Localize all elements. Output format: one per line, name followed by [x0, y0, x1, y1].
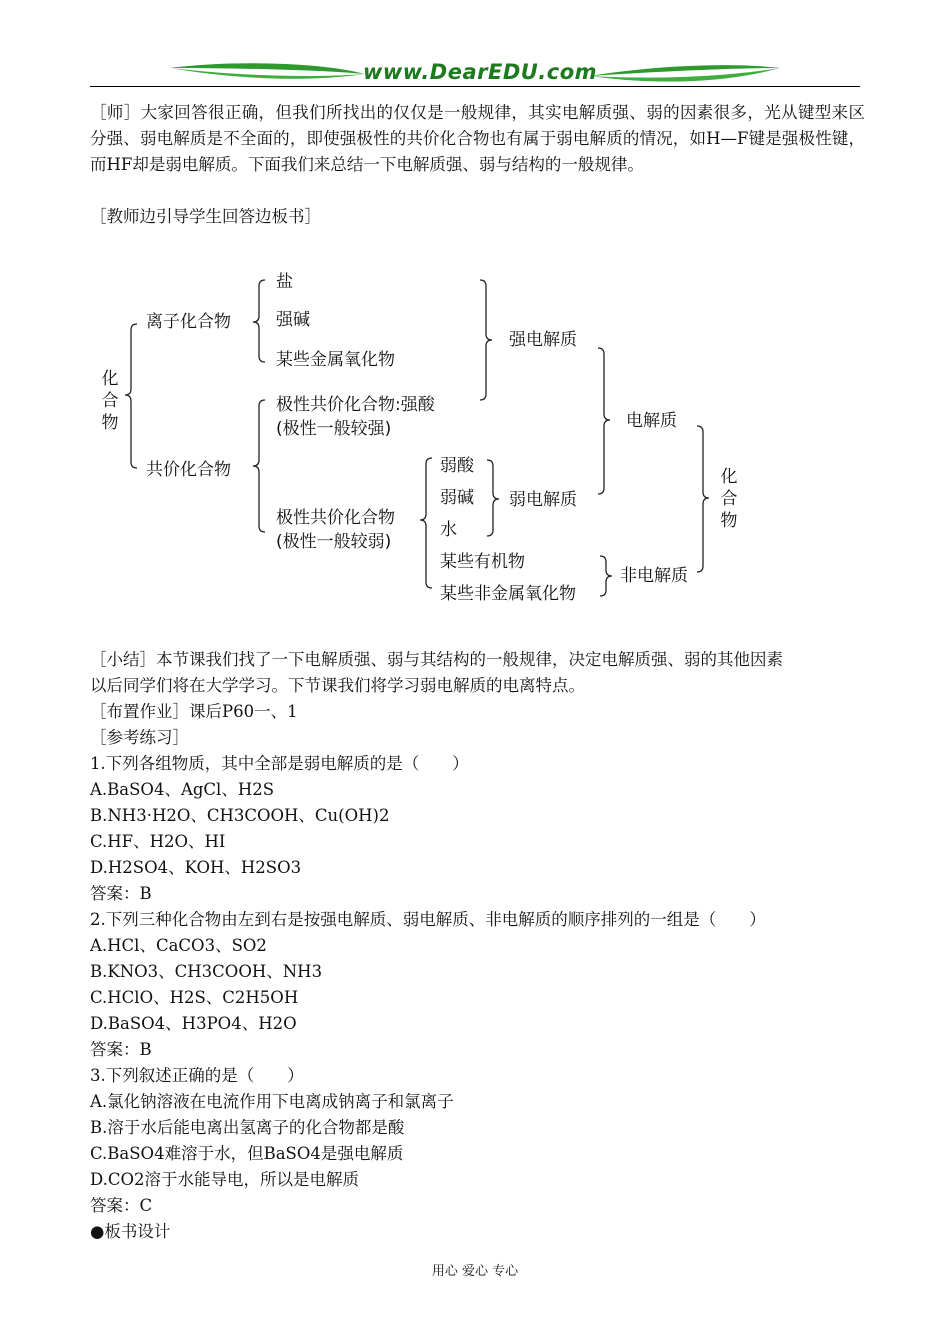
polar-weak-note: (极性一般较弱): [276, 532, 392, 552]
summary-line-2: 以后同学们将在大学学习。下节课我们将学习弱电解质的电离特点。: [90, 676, 585, 695]
question-2-option-c: C.HClO、H2S、C2H5OH: [90, 988, 299, 1007]
diagram-braces: [0, 250, 950, 630]
strong-base-label: 强碱: [276, 310, 310, 330]
homework-line: ［布置作业］课后P60一、1: [90, 702, 298, 721]
question-3-option-c: C.BaSO4难溶于水，但BaSO4是强电解质: [90, 1144, 404, 1163]
right-compound-label: 化合物: [720, 467, 738, 531]
question-1-option-a: A.BaSO4、AgCl、H2S: [90, 780, 275, 799]
question-2-answer: 答案：B: [90, 1040, 152, 1059]
practice-heading: ［参考练习］: [90, 728, 189, 747]
covalent-compound-label: 共价化合物: [146, 460, 231, 480]
water-label: 水: [440, 520, 457, 540]
question-1-answer: 答案：B: [90, 884, 152, 903]
question-2-option-b: B.KNO3、CH3COOH、NH3: [90, 962, 323, 981]
question-3-option-b: B.溶于水后能电离出氢离子的化合物都是酸: [90, 1118, 405, 1137]
question-1-option-d: D.H2SO4、KOH、H2SO3: [90, 858, 302, 877]
question-1-option-b: B.NH3·H2O、CH3COOH、Cu(OH)2: [90, 806, 390, 825]
question-3-stem: 3.下列叙述正确的是（ ）: [90, 1066, 304, 1085]
page-footer: 用心 爱心 专心: [431, 1264, 519, 1279]
intro-paragraph: ［师］大家回答很正确，但我们所找出的仅仅是一般规律，其实电解质强、弱的因素很多，光从键型来区分强、弱电解质是不全面的，即使强极性的共价化合物也有属于弱电解质的情况，如H—F键是强极性键，而HF却是弱电解质。下面我们来总结一下电解质强、弱与结构的一般规律。: [90, 103, 865, 174]
non-electrolyte-label: 非电解质: [620, 566, 688, 586]
polar-weak-label: 极性共价化合物: [276, 508, 395, 528]
board-note: ［教师边引导学生回答边板书］: [90, 207, 321, 226]
question-1-option-c: C.HF、H2O、HI: [90, 832, 226, 851]
header-rule: [90, 86, 860, 87]
root-compound-label: 化合物: [101, 369, 119, 433]
weak-acid-label: 弱酸: [440, 456, 474, 476]
electrolyte-classification-diagram: [0, 250, 950, 630]
polar-strong-label: 极性共价化合物:强酸: [276, 395, 435, 415]
electrolyte-label: 电解质: [626, 411, 677, 431]
summary-line-1: ［小结］本节课我们找了一下电解质强、弱与其结构的一般规律，决定电解质强、弱的其他因素: [90, 650, 783, 669]
ionic-compound-label: 离子化合物: [146, 312, 231, 332]
question-1-stem: 1.下列各组物质，其中全部是弱电解质的是（ ）: [90, 754, 469, 773]
weak-base-label: 弱碱: [440, 488, 474, 508]
question-3-option-d: D.CO2溶于水能导电，所以是电解质: [90, 1170, 360, 1189]
polar-strong-note: (极性一般较强): [276, 419, 392, 439]
weak-electrolyte-label: 弱电解质: [509, 490, 577, 510]
metal-oxides-label: 某些金属氧化物: [276, 350, 395, 370]
question-2-option-d: D.BaSO4、H3PO4、H2O: [90, 1014, 297, 1033]
site-logo[interactable]: www.DearEDU.com: [362, 60, 598, 84]
salt-label: 盐: [276, 272, 293, 292]
organics-label: 某些有机物: [440, 552, 525, 572]
question-2-stem: 2.下列三种化合物由左到右是按强电解质、弱电解质、非电解质的顺序排列的一组是（ ）: [90, 910, 766, 929]
question-3-option-a: A.氯化钠溶液在电流作用下电离成钠离子和氯离子: [90, 1092, 454, 1111]
strong-electrolyte-label: 强电解质: [509, 330, 577, 350]
question-3-answer: 答案：C: [90, 1196, 153, 1215]
nonmetal-oxides-label: 某些非金属氧化物: [440, 584, 576, 604]
board-design-heading: ●板书设计: [90, 1222, 171, 1241]
question-2-option-a: A.HCl、CaCO3、SO2: [90, 936, 267, 955]
